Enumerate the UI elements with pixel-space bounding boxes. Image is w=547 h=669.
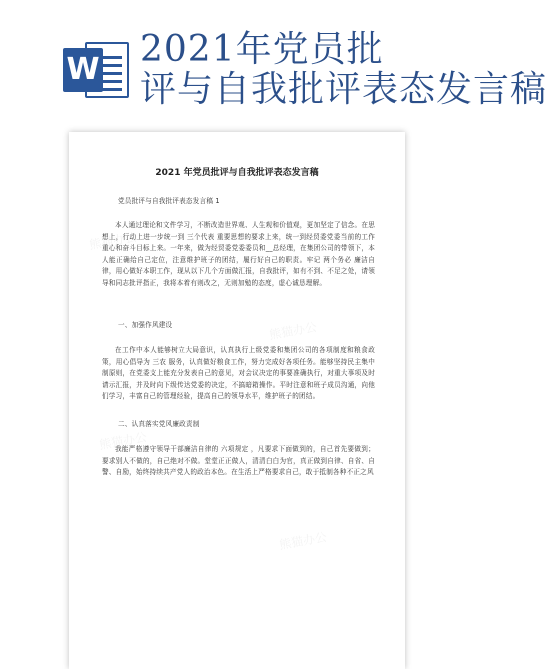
word-badge: W xyxy=(63,48,103,92)
section-heading: 二、认真落实党风廉政责制 xyxy=(118,420,200,428)
banner-title-line2: 评与自我批评表态发言稿 xyxy=(140,69,547,110)
document-subtitle: 党员批评与自我批评表态发言稿 1 xyxy=(118,197,220,205)
paragraph: 在工作中本人能够树立大局意识，认真执行上级党委和集团公司的各项制度和粮食政策，用心倡导为 三农 服务，认真做好粮食工作，努力完成好各项任务。能够坚持民主集中制原则，在党委支上能充分发表自己的意见，对会议决定的事要准确执行，对重大事项及时请示汇报，并及时向下级传达党委的决定，不搞暗箱操作。平时注意和班子成员沟通，向他们学习，丰富自己的管理经验，提高自己的领导水平，维护班子的团结。 xyxy=(102,346,375,401)
banner-title xyxy=(140,29,547,110)
paragraph: 我能严格遵守领导干部廉洁自律的 六项规定 ，凡要求下面做到的，自己首先要做到；要求别人不做的，自己绝对不做。堂堂正正做人，清清白白为官，真正做到自律、自省、自警、自励，始终持续共产党人的政治本色。在生活上严格要求自己，敢于抵制各种不正之风 xyxy=(102,445,375,477)
watermark: 熊猫办公 xyxy=(278,529,328,553)
document-title: 2021 年党员批评与自我批评表态发言稿 xyxy=(155,168,319,178)
word-app-icon xyxy=(63,40,131,100)
watermark: 熊猫办公 xyxy=(88,229,138,253)
document-page xyxy=(69,132,405,669)
watermark: 熊猫办公 xyxy=(98,429,148,453)
paragraph: 本人通过理论和文件学习，不断改造世界观、人生观和价值观，更加坚定了信念。在思想上，行动上进一步统一到 三个代表 重要思想的要求上来，统一到经贸委党委当前的工作重心和奋斗目标上来。一年来，做为经贸委党委委员和__总经理，在集团公司的带领下，本人能正确给自己定位，注意维护班子的团结，履行好自己的职责。牢记 两个务必 廉洁自律，用心做好本职工作，现从以下几个方面做汇报，自我批评，如有不到、不足之处，请领导和同志批评指正，我将本着有则改之，无则加勉的态度，虚心诚恳理解。 xyxy=(102,221,375,287)
section-heading: 一、加强作风建设 xyxy=(118,321,173,329)
watermark: 熊猫办公 xyxy=(268,319,318,343)
banner-title-line1: 2021年党员批 xyxy=(140,29,384,70)
